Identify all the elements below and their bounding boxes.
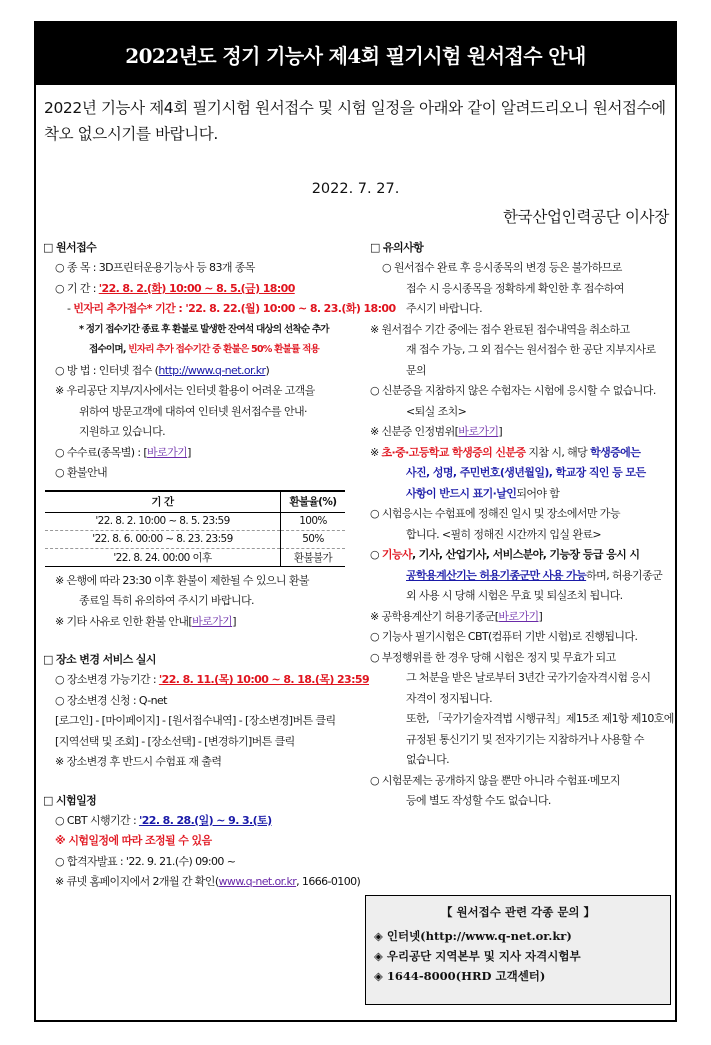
spacer: [43, 632, 353, 650]
qnet-link[interactable]: http://www.q-net.or.kr: [158, 363, 266, 377]
spacer: [43, 773, 353, 791]
refund-period: '22. 8. 24. 00:00 이후: [45, 548, 281, 566]
visit-note-2: 위하여 방문고객에 대하여 인터넷 원서접수를 안내·: [79, 404, 307, 418]
caution-11-l1: ○ 시험문제는 공개하지 않을 뿐만 아니라 수험표·메모지: [370, 773, 620, 787]
visit-note-1: ※ 우리공단 지부/지사에서는 인터넷 활용이 어려운 고객을: [55, 384, 315, 397]
refund-rate: 50%: [281, 530, 346, 548]
caution-6-l1: ○ 시험응시는 수험표에 정해진 일시 및 장소에서만 가능: [370, 507, 620, 520]
label: ※ 기타 사유로 인한 환불 안내[: [55, 614, 193, 628]
schedule-heading: □ 시험일정: [43, 793, 97, 807]
change-period-value: '22. 8. 11.(목) 10:00 ~ 8. 18.(목) 23:59: [158, 673, 370, 686]
extra-label: 빈자리 추가접수* 기간 :: [73, 302, 183, 315]
label: ○ 방 법 : 인터넷 접수 (: [55, 363, 159, 377]
text: 되어야 함: [516, 486, 560, 500]
caution-10-l3: 자격이 정지됩니다.: [406, 691, 493, 705]
caution-3-l2: <퇴실 조치>: [406, 404, 467, 418]
refund-rate: 100%: [281, 512, 346, 530]
apply-heading: □ 원서접수: [43, 241, 97, 254]
change-note: ※ 장소변경 후 반드시 수험표 재 출력: [55, 755, 222, 768]
caution-11-l2: 등에 별도 작성할 수도 없습니다.: [406, 794, 551, 807]
caution-heading: □ 유의사항: [370, 241, 424, 254]
bank-note-1: ※ 은행에 따라 23:30 이후 환불이 제한될 수 있으니 환불: [55, 573, 309, 587]
other-refund-line: [43, 612, 353, 633]
blue-text: 공학용계산기는 허용기종군만 사용 가능: [406, 568, 587, 582]
label: ○ CBT 시행기간 :: [55, 813, 139, 827]
caution-8: [370, 607, 670, 628]
calculator-link[interactable]: 바로가기: [498, 609, 539, 623]
label: ※ 큐넷 홈페이지에서 2개월 간 확인(: [55, 875, 219, 888]
caution-10-l5: 규정된 통신기기 및 전자기기는 지참하거나 사용할 수: [406, 732, 644, 746]
cbt-period: [43, 811, 353, 832]
contact-title: 【 원서접수 관련 각종 문의 】: [440, 905, 596, 919]
label: ○ 종 목 :: [55, 261, 99, 274]
contact-internet: ◈ 인터넷(http://www.q-net.or.kr): [374, 929, 572, 943]
extra-value: '22. 8. 22.(월) 10:00 ~ 8. 23.(화) 18:00: [182, 302, 396, 315]
table-row: [45, 512, 345, 530]
red-text: 기능사: [381, 548, 412, 561]
value: 3D프린터운용기능사 등 83개 종목: [98, 261, 255, 274]
cbt-period-value: '22. 8. 28.(일) ~ 9. 3.(토): [138, 813, 272, 827]
paren: ): [265, 363, 270, 377]
bold-text: , 기사, 산업기사, 서비스분야, 기능장 등급 응시 시: [411, 548, 640, 561]
dash: -: [67, 302, 74, 315]
left-column: [43, 238, 396, 893]
label: ※ 신분증 인정범위[: [370, 425, 459, 438]
caution-5-l3: [370, 484, 670, 505]
apply-items: [43, 258, 353, 279]
refund-period: '22. 8. 2. 10:00 ~ 8. 5. 23:59: [45, 512, 281, 530]
phone: , 1666-0100): [296, 875, 361, 888]
refund-header-rate: 환불율(%): [281, 491, 346, 513]
label: ○ 장소변경 가능기간 :: [55, 673, 159, 686]
change-steps-2: [지역선택 및 조회] - [장소선택] - [변경하기]버튼 클릭: [55, 734, 295, 748]
change-steps-1: [로그인] - [마이페이지] - [원서접수내역] - [장소변경]버튼 클릭: [55, 714, 336, 727]
caution-10-l2: 그 처분을 받은 날로부터 3년간 국가기술자격시험 응시: [406, 671, 651, 684]
caution-10-l6: 없습니다.: [406, 753, 450, 766]
bracket: ]: [538, 609, 543, 623]
caution-2-l3: 문의: [406, 363, 427, 377]
apply-period-value: '22. 8. 2.(화) 10:00 ~ 8. 5.(금) 18:00: [98, 281, 295, 295]
apply-period: [43, 279, 353, 300]
page-title: 2022년도 정기 기능사 제4회 필기시험 원서접수 안내: [36, 23, 675, 85]
extra-period: [43, 299, 396, 320]
bracket: ]: [498, 425, 503, 438]
caution-9: ○ 기능사 필기시험은 CBT(컴퓨터 기반 시험)로 진행됩니다.: [370, 630, 638, 643]
refund-period: '22. 8. 6. 00:00 ~ 8. 23. 23:59: [45, 530, 281, 548]
refund-header-row: [45, 491, 345, 513]
blue-text: 학생증에는: [590, 445, 641, 459]
schedule-warning: ※ 시험일정에 따라 조정될 수 있음: [55, 834, 212, 847]
caution-7-l2: [370, 566, 670, 587]
label: ※ 공학용계산기 허용기종군[: [370, 609, 499, 623]
caution-6-l2: 합니다. <필히 정해진 시간까지 입실 완료>: [406, 527, 602, 541]
label: ○ 기 간 :: [55, 281, 99, 295]
contact-list: [366, 926, 670, 986]
contact-box: [365, 895, 671, 1005]
caution-5-l1: [370, 443, 670, 464]
bracket: ]: [187, 445, 191, 459]
table-row: [45, 530, 345, 548]
id-range-link[interactable]: 바로가기: [458, 425, 499, 438]
change-heading: □ 장소 변경 서비스 실시: [43, 653, 156, 666]
intro-text: 2022년 기능사 제4회 필기시험 원서접수 및 시험 일정을 아래와 같이 알려드리오니 원서접수에 착오 없으시기를 바랍니다.: [44, 99, 666, 143]
change-apply: ○ 장소변경 신청 : Q-net: [55, 693, 167, 707]
caution-1-l2: 접수 시 응시종목을 정확하게 확인한 후 접수하여: [406, 281, 624, 295]
visit-note-3: 지원하고 있습니다.: [79, 425, 166, 438]
apply-method: [43, 361, 353, 382]
bank-note-2: 종료일 특히 유의하여 주시기 바랍니다.: [79, 594, 254, 607]
contact-phone: ◈ 1644-8000(HRD 고객센터): [374, 969, 546, 983]
qnet-check-link[interactable]: www.q-net.or.kr: [218, 875, 297, 888]
caution-2-l1: ※ 원서접수 기간 중에는 접수 완료된 접수내역을 취소하고: [370, 322, 630, 336]
red-text: 초·중·고등학교 학생증의 신분증: [381, 445, 526, 459]
extra-note-2: [43, 340, 353, 361]
text: 지참 시, 해당: [525, 445, 591, 459]
notice-frame: [34, 21, 677, 1022]
notice-date: 2022. 7. 27.: [311, 181, 400, 197]
caution-7-l1: [370, 545, 670, 566]
change-period: [43, 670, 370, 691]
caution-7-l3: 외 사용 시 당해 시험은 무효 및 퇴실조치 됩니다.: [406, 589, 623, 602]
mark: ※: [370, 445, 382, 459]
note-text: 접수이며,: [89, 344, 129, 355]
refund-header-period: 기 간: [45, 491, 281, 513]
caution-2-l2: 재 접수 가능, 그 외 접수는 원서접수 한 공단 지부지사로: [406, 343, 656, 356]
caution-5-l2: 사진, 성명, 주민번호(생년월일), 학교장 직인 등 모든: [406, 466, 646, 479]
fee-link[interactable]: 바로가기: [147, 445, 188, 459]
caution-1-l3: 주시기 바랍니다.: [406, 302, 482, 315]
caution-10-l1: ○ 부정행위를 한 경우 당해 시험은 정지 및 무효가 되고: [370, 650, 616, 664]
caution-1-l1: ○ 원서접수 완료 후 응시종목의 변경 등은 불가하므로: [382, 261, 622, 274]
extra-note-1: * 정기 접수기간 종료 후 환불로 발생한 잔여석 대상의 선착순 추가: [79, 323, 329, 335]
caution-3-l1: ○ 신분증을 지참하지 않은 수험자는 시험에 응시할 수 없습니다.: [370, 384, 656, 397]
refund-rate: 환불불가: [281, 548, 346, 566]
table-row: [45, 548, 345, 566]
label: ○ 수수료(종목별) : [: [55, 445, 148, 459]
bracket: ]: [232, 614, 236, 628]
refund-table: [45, 490, 345, 567]
fee-line: [43, 443, 353, 464]
text: 하며, 허용기종군: [586, 568, 663, 582]
note-red: 빈자리 추가 접수기간 중 환불은 50% 환불률 적용: [128, 344, 320, 355]
contact-branch: ◈ 우리공단 지역본부 및 지사 자격시험부: [374, 949, 581, 963]
other-refund-link[interactable]: 바로가기: [192, 614, 233, 628]
caution-4: [370, 422, 670, 443]
right-column: [370, 238, 674, 812]
qnet-check-line: [43, 872, 361, 893]
refund-label: ○ 환불안내: [55, 466, 107, 479]
announce-date: ○ 합격자발표 : '22. 9. 21.(수) 09:00 ~: [55, 854, 236, 868]
caution-10-l4: 또한, 「국가기술자격법 시행규칙」제15조 제1항 제10호에: [406, 712, 674, 725]
blue-text: 사항이 반드시 표기·날인: [406, 486, 517, 500]
mark: ○: [370, 548, 382, 561]
signer: 한국산업인력공단 이사장: [502, 208, 669, 226]
